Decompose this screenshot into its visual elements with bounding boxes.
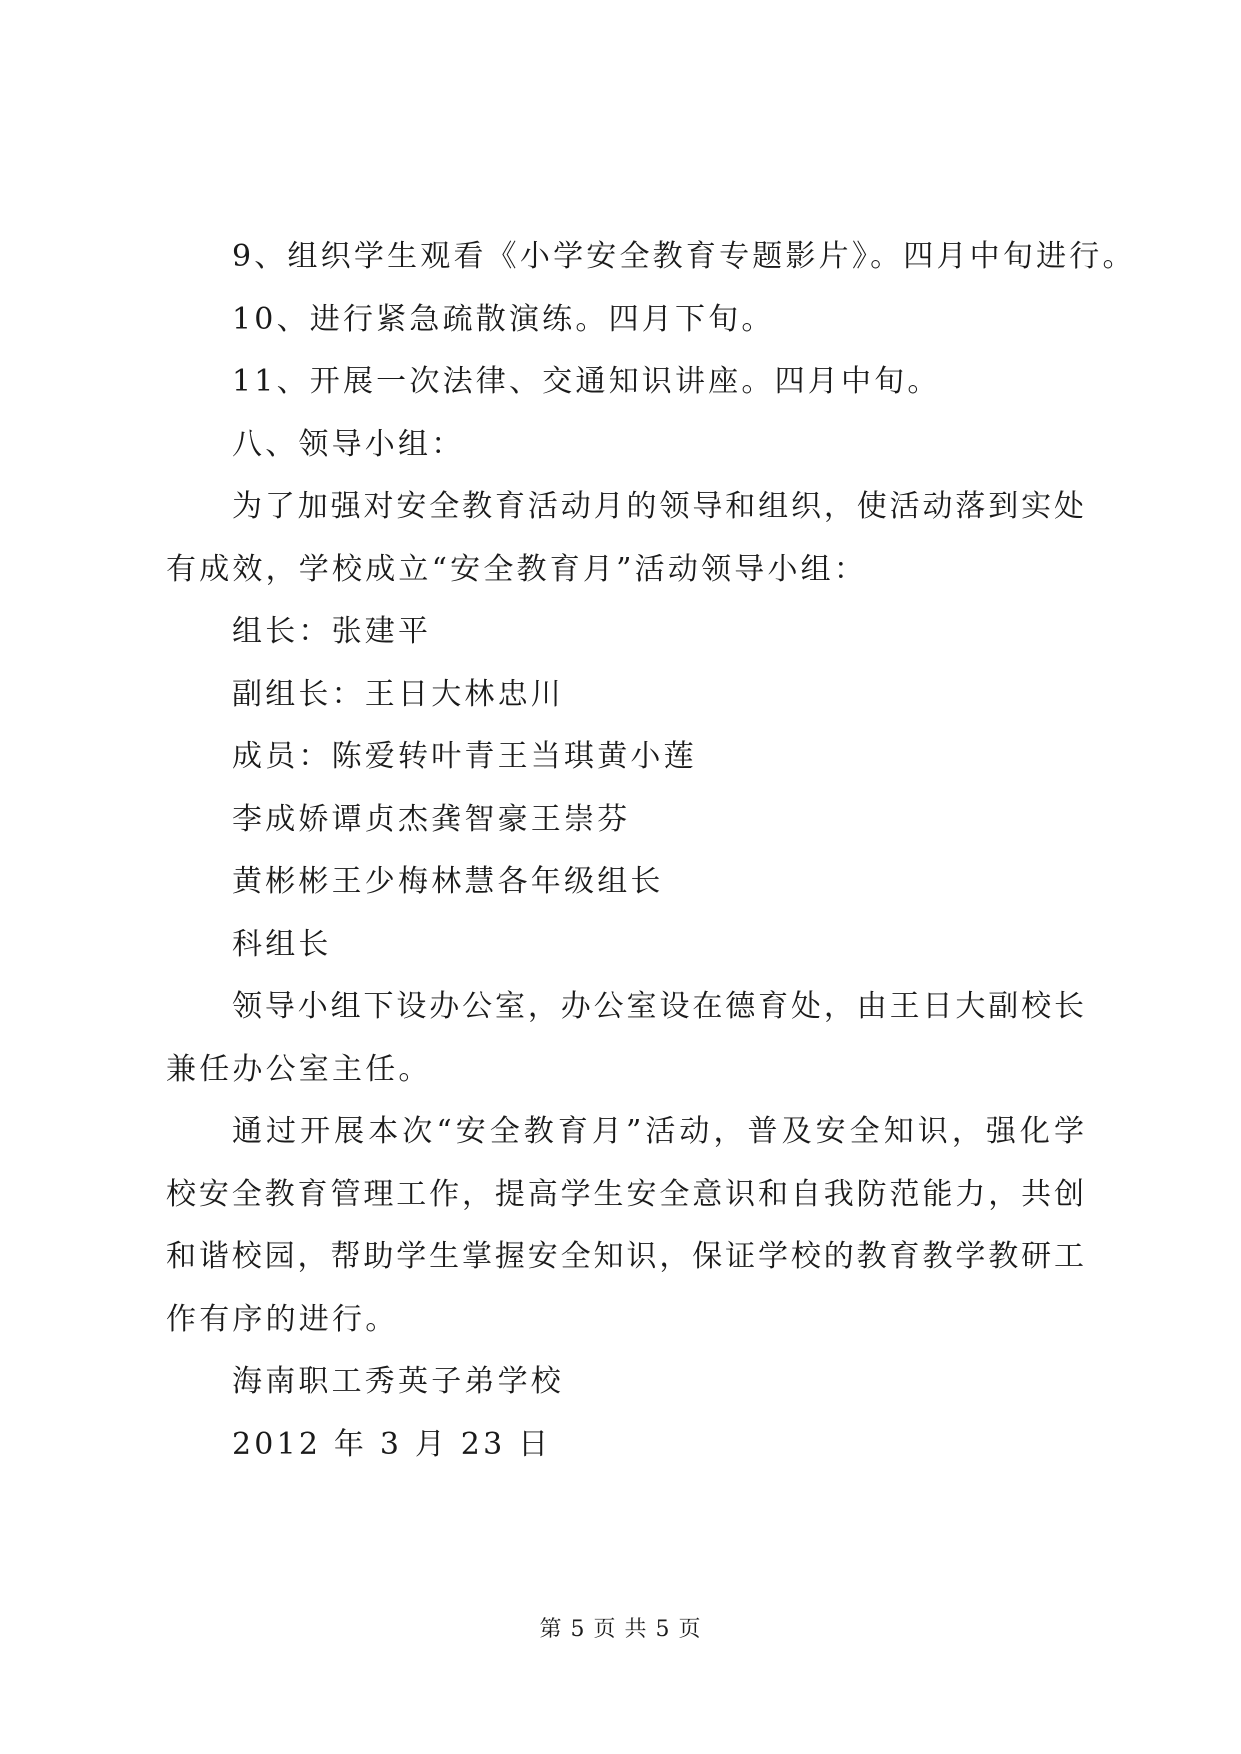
document-body <box>166 226 1136 1476</box>
text-line: 和谐校园，帮助学生掌握安全知识，保证学校的教育教学教研工 <box>166 1239 1086 1274</box>
text-line: 组长：张建平 <box>232 614 432 649</box>
text-line: 10、进行紧急疏散演练。四月下旬。 <box>232 301 775 337</box>
text-line: 兼任办公室主任。 <box>166 1051 432 1087</box>
text-line: 11、开展一次法律、交通知识讲座。四月中旬。 <box>232 364 941 399</box>
text-line: 9、组织学生观看《小学安全教育专题影片》。四月中旬进行。 <box>232 239 1136 274</box>
text-line: 黄彬彬王少梅林慧各年级组长 <box>232 864 664 899</box>
text-line: 校安全教育管理工作，提高学生安全意识和自我防范能力，共创 <box>166 1176 1086 1212</box>
text-line: 为了加强对安全教育活动月的领导和组织，使活动落到实处 <box>232 489 1086 524</box>
text-line: 成员：陈爱转叶青王当琪黄小莲 <box>232 739 697 774</box>
text-line: 领导小组下设办公室，办公室设在德育处，由王日大副校长 <box>232 989 1086 1024</box>
text-line: 李成娇谭贞杰龚智豪王崇芬 <box>232 801 631 837</box>
text-line: 有成效，学校成立“安全教育月”活动领导小组： <box>166 551 868 587</box>
text-line: 2012 年 3 月 23 日 <box>232 1426 552 1462</box>
text-line: 通过开展本次“安全教育月”活动，普及安全知识，强化学 <box>232 1114 1086 1149</box>
page-footer: 第 5 页 共 5 页 <box>539 1617 702 1642</box>
text-line: 海南职工秀英子弟学校 <box>232 1364 564 1399</box>
text-line: 八、领导小组： <box>232 426 465 462</box>
text-line: 作有序的进行。 <box>166 1301 399 1337</box>
text-line: 科组长 <box>232 926 332 962</box>
text-line: 副组长：王日大林忠川 <box>232 676 564 712</box>
